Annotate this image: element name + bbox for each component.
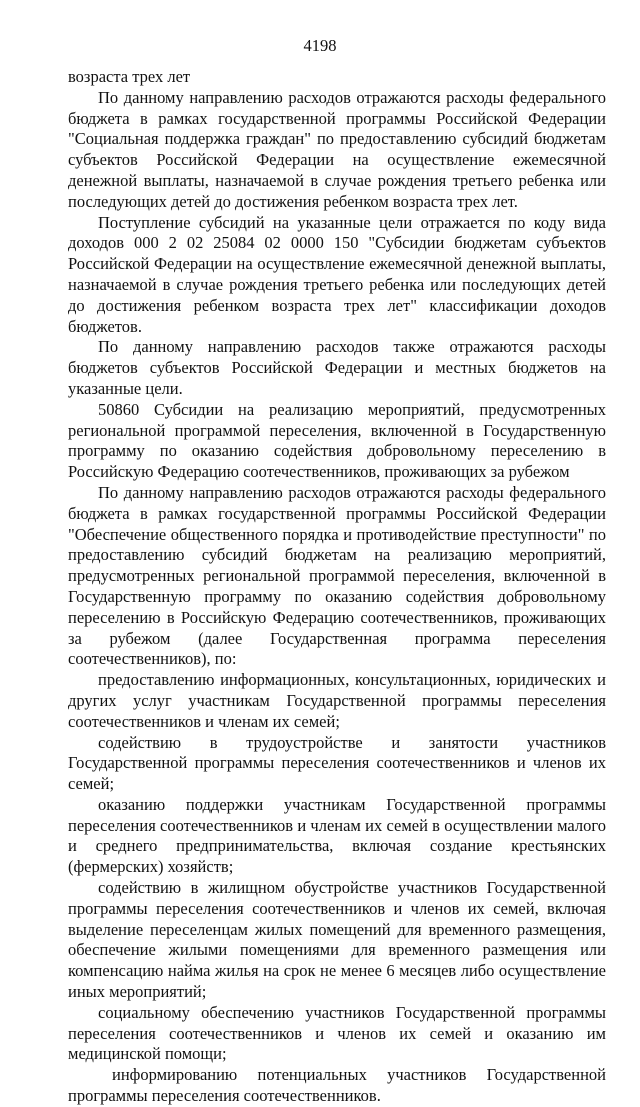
paragraph-expenses-social-support: По данному направлению расходов отражаются расходы федерального бюджета в рамках государственной программы Российской Федерации "Социальная поддержка граждан" по предоставлению субсидий бюджетам субъектов Российской Федерации на осуществление ежемесячной денежной выплаты, назначаемой в случае рождения третьего ребенка или последующих детей до достижения ребенком возраста трех лет. <box>68 87 606 211</box>
list-item-information-services: предоставлению информационных, консультационных, юридических и других услуг участникам Государственной программы переселения соотечественников и членам их семей; <box>68 670 606 731</box>
list-item-employment: содействию в трудоустройстве и занятости участников Государственной программы переселения соотечественников и членов их семей; <box>68 732 606 794</box>
list-item-housing: содействию в жилищном обустройстве участников Государственной программы переселения соотечественников и членов их семей, включая выделение переселенцам жилых помещений для временного размещения, обеспечение жилыми помещениями для временного размещения или компенсацию найма жилья на срок не менее 6 месяцев либо осуществление иных мероприятий; <box>68 878 606 1002</box>
paragraph-regional-expenses: По данному направлению расходов также отражаются расходы бюджетов субъектов Российской Федерации и местных бюджетов на указанные цели. <box>68 337 606 398</box>
list-item-social-medical: социальному обеспечению участников Государственной программы переселения соотечественников и членов их семей и оказанию им медицинской помощи; <box>68 1002 606 1064</box>
list-item-business-support: оказанию поддержки участникам Государственной программы переселения соотечественников и членам их семей в осуществлении малого и среднего предпринимательства, включая создание крестьянских (фермерских) хозяйств; <box>68 794 606 877</box>
list-item-informing: информированию потенциальных участников Государственной программы переселения соотечественников. <box>68 1065 606 1106</box>
page-number: 4198 <box>303 36 337 55</box>
paragraph-expenses-resettlement: По данному направлению расходов отражаются расходы федерального бюджета в рамках государственной программы Российской Федерации "Обеспечение общественного порядка и противодействие преступности" по предоставлению субсидий бюджетам на реализацию мероприятий, предусмотренных региональной программой переселения, включенной в Государственную программу по оказанию содействия добровольному переселению в Российскую Федерацию соотечественников, проживающих за рубежом (далее Государственная программа переселения соотечественников), по: <box>68 482 606 669</box>
document-body <box>68 67 606 1107</box>
heading-50860-subsidies: 50860 Субсидии на реализацию мероприятий, предусмотренных региональной программой переселения, включенной в Государственную программу по оказанию содействия добровольному переселению в Российскую Федерацию соотечественников, проживающих за рубежом <box>68 399 606 482</box>
paragraph-continuation: возраста трех лет <box>68 67 191 86</box>
paragraph-revenue-code: Поступление субсидий на указанные цели отражается по коду вида доходов 000 2 02 25084 02 0000 150 "Субсидии бюджетам субъектов Российской Федерации на осуществление ежемесячной денежной выплаты, назначаемой в случае рождения третьего ребенка или последующих детей до достижения ребенком возраста трех лет" классификации доходов бюджетов. <box>68 212 606 336</box>
